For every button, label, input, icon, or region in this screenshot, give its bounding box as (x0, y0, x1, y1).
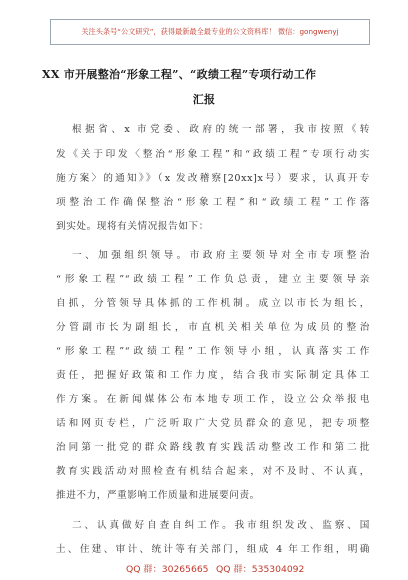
paragraph-line: 推进不力，严重影响工作质量和进展要问责。 (56, 490, 260, 501)
paragraph-line: 根据省、x 市党委、政府的统一部署，我市按照《转 (72, 124, 370, 135)
paragraph-line: 自抓，分管领导具体抓的工作机制。成立以市长为组长， (56, 298, 370, 309)
paragraph-line: 施方案〉的通知》》（x 发改稽察[20xx]x号）要求，认真开专 (56, 173, 370, 184)
paragraph-line: “形象工程”“政绩工程”工作负总责，建立主要领导亲 (56, 274, 370, 285)
paragraph-line: 作方案。在新闻媒体公布本地专项工作，设立公众举报电 (56, 394, 370, 405)
paragraph-line: 分管副市长为副组长，市直机关相关单位为成员的整治 (56, 322, 370, 333)
paragraph-line: 责任，把握好政策和工作力度，结合我市实际制定具体工 (56, 370, 370, 381)
paragraph-line: 发《关于印发〈整治“形象工程”和“政绩工程”专项行动实 (56, 149, 370, 160)
paragraph-line: 土、住建、审计、统计等有关部门，组成 4 年工作组，明确 (56, 544, 370, 555)
watermark-banner: 关注头条号“公文研究”，获得最新最全最专业的公文资料库！ 微信：gongwenyj (50, 19, 370, 45)
paragraph-line: 话和网页专栏，广泛听取广大党员群众的意见，把专项整 (56, 418, 370, 429)
paragraph-line: 治同第一批党的群众路线教育实践活动整改工作和第二批 (56, 442, 370, 453)
document-title: XX 市开展整治“形象工程”、“政绩工程”专项行动工作 (42, 68, 317, 81)
footer-qq-group-2: QQ 群：535304092 (216, 564, 305, 575)
paragraph-line: 一、加强组织领导。市政府主要领导对全市专项整治 (72, 250, 370, 261)
document-title-continued: 汇报 (192, 93, 216, 106)
paragraph-line: “形象工程”“政绩工程”工作领导小组，认真落实工作 (56, 346, 370, 357)
paragraph-line: 项整治工作确保整治“形象工程”和“政绩工程”工作落 (56, 197, 370, 208)
footer-qq-group-1: QQ 群：30265665 (126, 564, 209, 575)
paragraph-line: 二、认真做好自查自纠工作。我市组织发改、监察、国 (72, 520, 370, 531)
paragraph-line: 教育实践活动对照检查有机结合起来，对不及时、不认真， (56, 466, 370, 477)
paragraph-line: 到实处。现将有关情况报告如下： (56, 221, 209, 232)
